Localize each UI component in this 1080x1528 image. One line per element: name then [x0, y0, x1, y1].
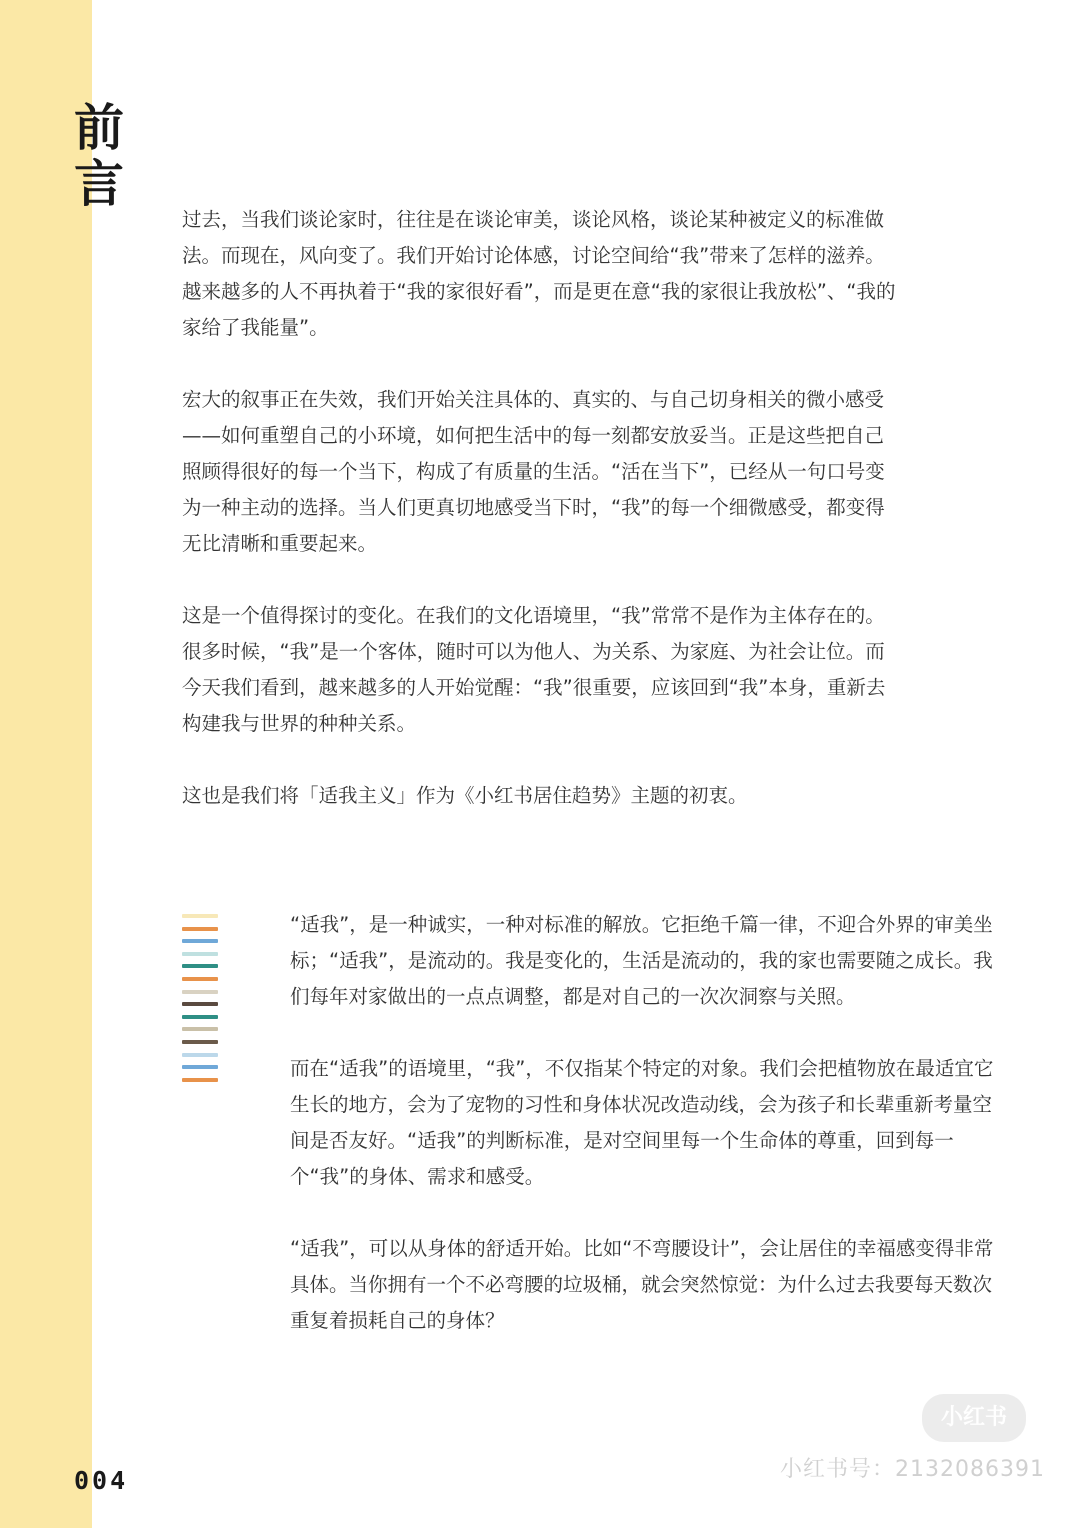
body-paragraph: 过去，当我们谈论家时，往往是在谈论审美，谈论风格，谈论某种被定义的标准做法。而现在，风向变了。我们开始讨论体感，讨论空间给“我”带来了怎样的滋养。越来越多的人不再执着于“我的家很好看”，而是更在意“我的家很让我放松”、“我的家给了我能量”。	[182, 208, 896, 339]
yellow-sidebar-band	[0, 0, 92, 1528]
color-stripe	[182, 1078, 218, 1082]
color-stripe	[182, 1002, 218, 1006]
color-stripe	[182, 1065, 218, 1069]
color-stripe	[182, 1027, 218, 1031]
quote-paragraph: 而在“适我”的语境里，“我”，不仅指某个特定的对象。我们会把植物放在最适宜它生长的地方，会为了宠物的习性和身体状况改造动线，会为孩子和长辈重新考量空间是否友好。“适我”的判断标准，是对空间里每一个生命体的尊重，回到每一个“我”的身体、需求和感受。	[290, 1057, 994, 1188]
color-stripe	[182, 1015, 218, 1019]
color-stripe	[182, 964, 218, 968]
color-stripe	[182, 990, 218, 994]
page-number: 004	[74, 1466, 129, 1495]
page-title	[74, 100, 134, 212]
quote-paragraph: “适我”，是一种诚实，一种对标准的解放。它拒绝千篇一律，不迎合外界的审美坐标；“适我”，是流动的。我是变化的，生活是流动的，我的家也需要随之成长。我们每年对家做出的一点点调整，都是对自己的一次次洞察与关照。	[290, 913, 993, 1008]
color-stripe	[182, 927, 218, 931]
body-paragraph: 这是一个值得探讨的变化。在我们的文化语境里，“我”常常不是作为主体存在的。很多时候，“我”是一个客体，随时可以为他人、为关系、为家庭、为社会让位。而今天我们看到，越来越多的人开始觉醒：“我”很重要，应该回到“我”本身，重新去构建我与世界的种种关系。	[182, 604, 886, 735]
color-stripe	[182, 939, 218, 943]
watermark-logo: 小红书	[922, 1394, 1026, 1442]
title-char: 前	[74, 99, 124, 157]
quote-paragraph: “适我”，可以从身体的舒适开始。比如“不弯腰设计”，会让居住的幸福感变得非常具体。当你拥有一个不必弯腰的垃圾桶，就会突然惊觉：为什么过去我要每天数次重复着损耗自己的身体？	[290, 1237, 994, 1332]
watermark-id: 小红书号：2132086391	[780, 1457, 1045, 1482]
color-stripe	[182, 914, 218, 918]
title-char: 言	[74, 155, 124, 213]
color-stripes-decoration	[182, 914, 218, 1090]
body-paragraph: 宏大的叙事正在失效，我们开始关注具体的、真实的、与自己切身相关的微小感受——如何重塑自己的小环境，如何把生活中的每一刻都安放妥当。正是这些把自己照顾得很好的每一个当下，构成了有质量的生活。“活在当下”，已经从一句口号变为一种主动的选择。当人们更真切地感受当下时，“我”的每一个细微感受，都变得无比清晰和重要起来。	[182, 388, 885, 555]
color-stripe	[182, 977, 218, 981]
body-paragraph: 这也是我们将「适我主义」作为《小红书居住趋势》主题的初衷。	[182, 784, 748, 807]
color-stripe	[182, 952, 218, 956]
color-stripe	[182, 1040, 218, 1044]
color-stripe	[182, 1053, 218, 1057]
